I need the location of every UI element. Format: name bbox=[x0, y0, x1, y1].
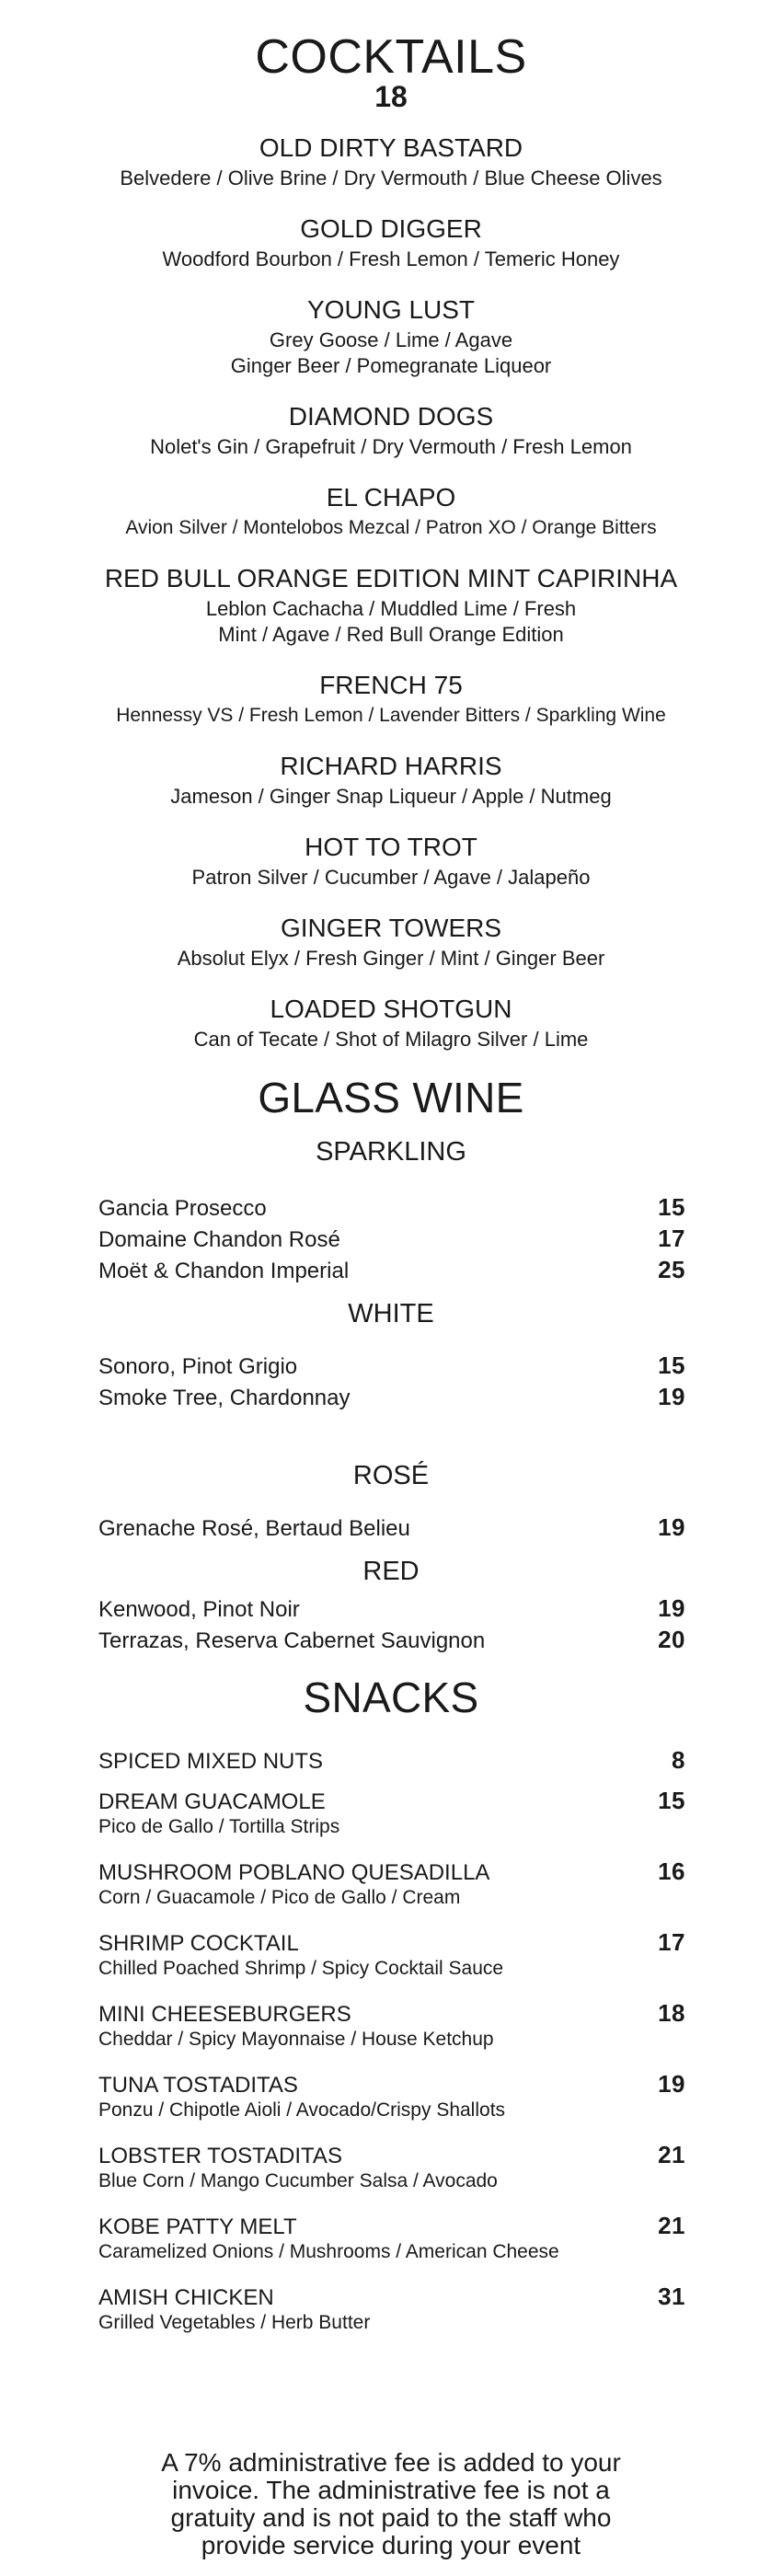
cocktail-ingredients: Ginger Beer / Pomegranate Liqueor bbox=[230, 354, 552, 377]
snack-price: 8 bbox=[672, 1746, 685, 1774]
cocktail-ingredients: Grey Goose / Lime / Agave bbox=[269, 328, 513, 351]
wine-price: 15 bbox=[658, 1351, 685, 1379]
snack-name: SHRIMP COCKTAIL bbox=[98, 1931, 299, 1956]
wine-row bbox=[98, 1382, 685, 1413]
cocktails-section bbox=[0, 31, 782, 1052]
snack-description: Caramelized Onions / Mushrooms / American Cheese bbox=[98, 2241, 559, 2262]
cocktail-ingredients: Hennessy VS / Fresh Lemon / Lavender Bitters / Sparkling Wine bbox=[116, 705, 666, 726]
red-list bbox=[98, 1593, 685, 1656]
snack-description: Blue Corn / Mango Cucumber Salsa / Avocado bbox=[98, 2170, 498, 2191]
snack-item bbox=[98, 1857, 685, 1909]
wine-name: Sonoro, Pinot Grigio bbox=[98, 1354, 298, 1379]
glass-wine-section bbox=[0, 1075, 782, 1656]
snack-row bbox=[98, 2141, 685, 2170]
cocktail-name: OLD DIRTY BASTARD bbox=[259, 133, 523, 162]
cocktail-item bbox=[0, 215, 782, 272]
fee-note-line: invoice. The administrative fee is not a bbox=[172, 2476, 610, 2504]
snack-row bbox=[98, 1999, 685, 2029]
wine-name: Domaine Chandon Rosé bbox=[98, 1227, 340, 1252]
snack-row bbox=[98, 2283, 685, 2312]
cocktail-ingredients: Belvedere / Olive Brine / Dry Vermouth / Blue Cheese Olives bbox=[120, 167, 662, 190]
glass-wine-title: GLASS WINE bbox=[258, 1074, 524, 1121]
cocktail-ingredients: Mint / Agave / Red Bull Orange Edition bbox=[218, 623, 564, 646]
snack-price: 16 bbox=[658, 1857, 685, 1885]
rose-heading: ROSÉ bbox=[352, 1461, 430, 1490]
cocktail-ingredients: Patron Silver / Cucumber / Agave / Jalapeño bbox=[191, 866, 591, 889]
cocktail-name: EL CHAPO bbox=[326, 483, 456, 512]
snack-item bbox=[98, 1746, 685, 1776]
snack-item bbox=[98, 2141, 685, 2192]
cocktail-item bbox=[0, 134, 782, 191]
snack-description: Chilled Poached Shrimp / Spicy Cocktail Sauce bbox=[98, 1958, 504, 1979]
snack-description: Cheddar / Spicy Mayonnaise / House Ketchup bbox=[98, 2029, 494, 2050]
wine-name: Smoke Tree, Chardonnay bbox=[98, 1386, 351, 1410]
cocktail-item bbox=[0, 995, 782, 1052]
wine-price: 25 bbox=[658, 1256, 685, 1283]
wine-price: 19 bbox=[658, 1513, 685, 1541]
cocktail-ingredients: Absolut Elyx / Fresh Ginger / Mint / Ginger Beer bbox=[177, 947, 605, 970]
cocktail-item bbox=[0, 565, 782, 648]
wine-name: Kenwood, Pinot Noir bbox=[98, 1597, 300, 1622]
wine-name: Grenache Rosé, Bertaud Belieu bbox=[98, 1516, 410, 1541]
snack-name: KOBE PATTY MELT bbox=[98, 2214, 297, 2239]
snacks-title: SNACKS bbox=[303, 1673, 479, 1721]
wine-name: Terrazas, Reserva Cabernet Sauvignon bbox=[98, 1628, 486, 1653]
administrative-fee-note bbox=[129, 2449, 653, 2559]
cocktail-name: GINGER TOWERS bbox=[280, 914, 502, 942]
cocktail-ingredients: Leblon Cachacha / Muddled Lime / Fresh bbox=[205, 597, 577, 620]
snack-item bbox=[98, 2212, 685, 2263]
snack-price: 21 bbox=[658, 2212, 685, 2239]
fee-note-line: A 7% administrative fee is added to your bbox=[161, 2448, 621, 2477]
snack-description: Ponzu / Chipotle Aioli / Avocado/Crispy Shallots bbox=[98, 2099, 506, 2121]
snack-price: 15 bbox=[658, 1787, 685, 1814]
snack-name: SPICED MIXED NUTS bbox=[98, 1749, 324, 1774]
cocktail-item bbox=[0, 914, 782, 972]
snack-price: 31 bbox=[658, 2283, 685, 2310]
snack-row bbox=[98, 1857, 685, 1887]
snack-name: MINI CHEESEBURGERS bbox=[98, 2002, 351, 2027]
wine-row bbox=[98, 1625, 685, 1656]
wine-row bbox=[98, 1351, 685, 1382]
cocktail-name: LOADED SHOTGUN bbox=[270, 995, 512, 1023]
snack-row bbox=[98, 2070, 685, 2099]
snack-name: LOBSTER TOSTADITAS bbox=[98, 2144, 342, 2168]
rose-list bbox=[98, 1512, 685, 1544]
wine-row bbox=[98, 1192, 685, 1224]
snack-description: Grilled Vegetables / Herb Butter bbox=[98, 2312, 371, 2333]
cocktail-name: RED BULL ORANGE EDITION MINT CAPIRINHA bbox=[104, 564, 678, 592]
cocktails-price: 18 bbox=[374, 80, 408, 113]
wine-price: 19 bbox=[658, 1594, 685, 1622]
cocktail-name: DIAMOND DOGS bbox=[288, 402, 494, 431]
snack-price: 17 bbox=[658, 1928, 685, 1956]
cocktail-ingredients: Can of Tecate / Shot of Milagro Silver / Lime bbox=[193, 1028, 589, 1051]
wine-row bbox=[98, 1593, 685, 1625]
fee-note-line: provide service during your event bbox=[201, 2531, 581, 2559]
snack-item bbox=[98, 2283, 685, 2334]
snack-name: AMISH CHICKEN bbox=[98, 2285, 274, 2310]
cocktail-name: YOUNG LUST bbox=[306, 295, 476, 324]
snack-item bbox=[98, 1999, 685, 2051]
snack-row bbox=[98, 2212, 685, 2241]
snack-item bbox=[98, 2070, 685, 2122]
cocktail-item bbox=[0, 753, 782, 810]
sparkling-list bbox=[98, 1192, 685, 1286]
snack-price: 19 bbox=[658, 2070, 685, 2098]
wine-row bbox=[98, 1255, 685, 1286]
snack-name: MUSHROOM POBLANO QUESADILLA bbox=[98, 1860, 490, 1885]
snack-row bbox=[98, 1787, 685, 1816]
wine-row bbox=[98, 1512, 685, 1544]
wine-name: Gancia Prosecco bbox=[98, 1196, 267, 1221]
cocktail-item bbox=[0, 834, 782, 891]
snack-price: 18 bbox=[658, 1999, 685, 2027]
white-heading: WHITE bbox=[348, 1299, 434, 1328]
cocktail-ingredients: Nolet's Gin / Grapefruit / Dry Vermouth / Fresh Lemon bbox=[150, 435, 632, 458]
fee-note-line: gratuity and is not paid to the staff who bbox=[170, 2503, 612, 2532]
snack-item bbox=[98, 1787, 685, 1838]
white-list bbox=[98, 1351, 685, 1413]
cocktail-item bbox=[0, 403, 782, 460]
cocktail-name: FRENCH 75 bbox=[319, 671, 463, 699]
cocktail-ingredients: Woodford Bourbon / Fresh Lemon / Temeric Honey bbox=[162, 247, 620, 270]
snacks-section bbox=[0, 1674, 782, 2334]
cocktails-title: COCKTAILS bbox=[255, 30, 527, 84]
cocktail-item bbox=[0, 296, 782, 379]
wine-price: 17 bbox=[658, 1225, 685, 1252]
snack-name: DREAM GUACAMOLE bbox=[98, 1789, 326, 1814]
cocktail-item bbox=[0, 672, 782, 729]
cocktail-name: GOLD DIGGER bbox=[300, 214, 482, 243]
cocktail-name: HOT TO TROT bbox=[305, 833, 477, 861]
snack-name: TUNA TOSTADITAS bbox=[98, 2073, 298, 2098]
snack-description: Pico de Gallo / Tortilla Strips bbox=[98, 1816, 340, 1837]
sparkling-heading: SPARKLING bbox=[316, 1137, 466, 1167]
wine-price: 20 bbox=[658, 1626, 685, 1653]
snack-item bbox=[98, 1928, 685, 1980]
cocktail-item bbox=[0, 484, 782, 541]
wine-name: Moët & Chandon Imperial bbox=[98, 1259, 350, 1283]
snack-description: Corn / Guacamole / Pico de Gallo / Cream bbox=[98, 1887, 461, 1908]
wine-price: 19 bbox=[658, 1383, 685, 1410]
snack-row bbox=[98, 1746, 685, 1776]
wine-price: 15 bbox=[658, 1193, 685, 1221]
wine-row bbox=[98, 1224, 685, 1255]
cocktail-ingredients: Avion Silver / Montelobos Mezcal / Patron XO / Orange Bitters bbox=[125, 517, 657, 538]
red-heading: RED bbox=[362, 1557, 420, 1586]
cocktail-name: RICHARD HARRIS bbox=[280, 752, 502, 780]
snack-row bbox=[98, 1928, 685, 1958]
snack-price: 21 bbox=[658, 2141, 685, 2168]
cocktail-ingredients: Jameson / Ginger Snap Liqueur / Apple / Nutmeg bbox=[170, 785, 612, 808]
